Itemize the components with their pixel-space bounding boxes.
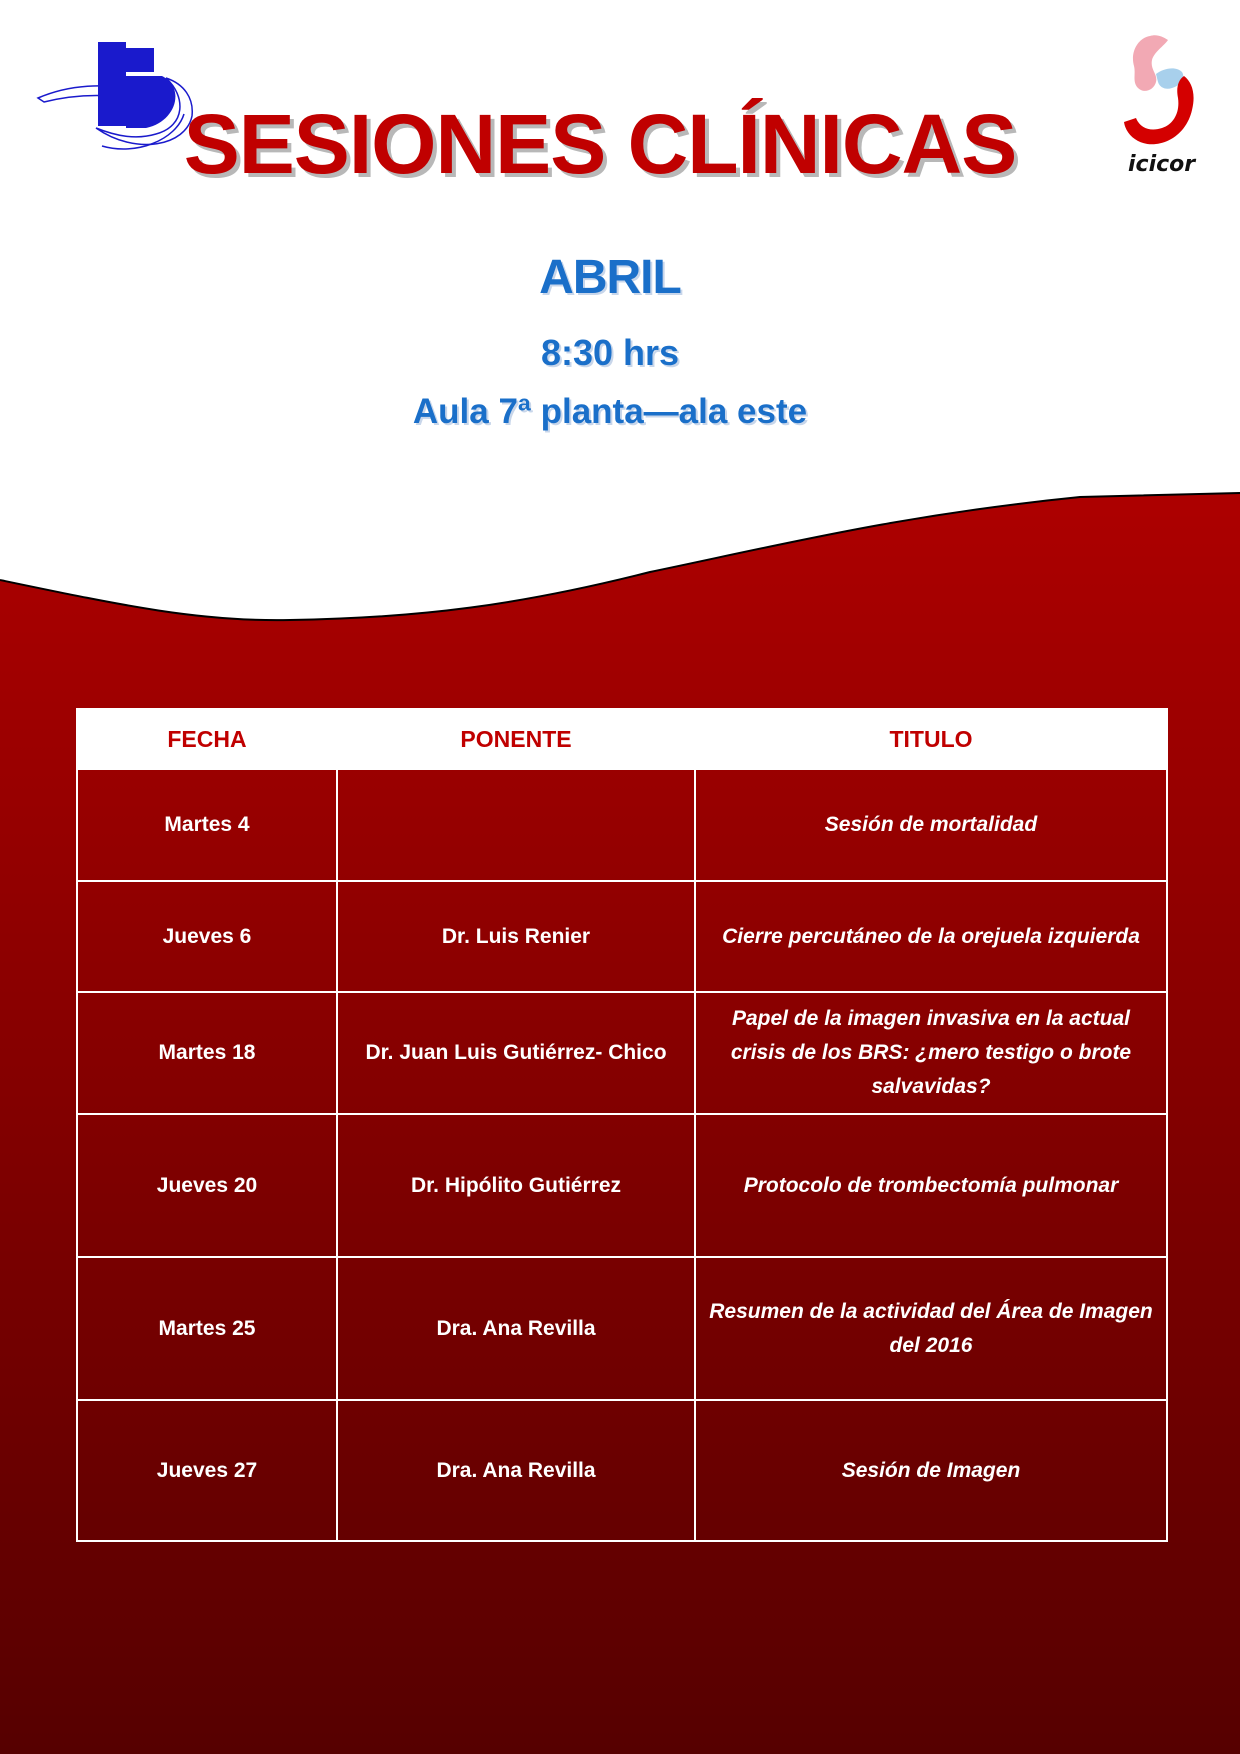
table-row: [77, 992, 1167, 1114]
cell-fecha: Martes 25: [77, 1257, 337, 1400]
cell-titulo: Sesión de mortalidad: [695, 769, 1167, 881]
cell-ponente: Dr. Hipólito Gutiérrez: [337, 1114, 695, 1257]
cell-fecha: Martes 18: [77, 992, 337, 1114]
table-row: [77, 1257, 1167, 1400]
column-header-titulo: TITULO: [695, 709, 1167, 769]
sessions-table: [76, 708, 1168, 1542]
page-title: SESIONES CLÍNICAS: [183, 97, 1017, 191]
cell-ponente: Dra. Ana Revilla: [337, 1257, 695, 1400]
table-row: [77, 1400, 1167, 1541]
cell-titulo: Cierre percutáneo de la orejuela izquierda: [695, 881, 1167, 992]
cell-fecha: Jueves 27: [77, 1400, 337, 1541]
table-row: [77, 1114, 1167, 1257]
cell-fecha: Jueves 20: [77, 1114, 337, 1257]
table-row: [77, 769, 1167, 881]
logo-text: icicor: [1128, 152, 1196, 177]
cell-ponente: Dr. Luis Renier: [337, 881, 695, 992]
column-header-fecha: FECHA: [77, 709, 337, 769]
cell-fecha: Martes 4: [77, 769, 337, 881]
cell-titulo: Protocolo de trombectomía pulmonar: [695, 1114, 1167, 1257]
cell-ponente: [337, 769, 695, 881]
month-heading: ABRIL: [539, 251, 681, 304]
icicor-logo-icon: [1120, 32, 1206, 180]
session-location: Aula 7ª planta—ala este: [412, 392, 808, 431]
cell-titulo: Resumen de la actividad del Área de Imagen del 2016: [695, 1257, 1167, 1400]
table-header-row: [77, 709, 1167, 769]
cell-ponente: Dr. Juan Luis Gutiérrez- Chico: [337, 992, 695, 1114]
cell-titulo: Papel de la imagen invasiva en la actual crisis de los BRS: ¿mero testigo o brote salvavidas?: [695, 992, 1167, 1114]
cell-titulo: Sesión de Imagen: [695, 1400, 1167, 1541]
cell-fecha: Jueves 6: [77, 881, 337, 992]
session-time: 8:30 hrs: [540, 332, 680, 373]
column-header-ponente: PONENTE: [337, 709, 695, 769]
table-row: [77, 881, 1167, 992]
cell-ponente: Dra. Ana Revilla: [337, 1400, 695, 1541]
